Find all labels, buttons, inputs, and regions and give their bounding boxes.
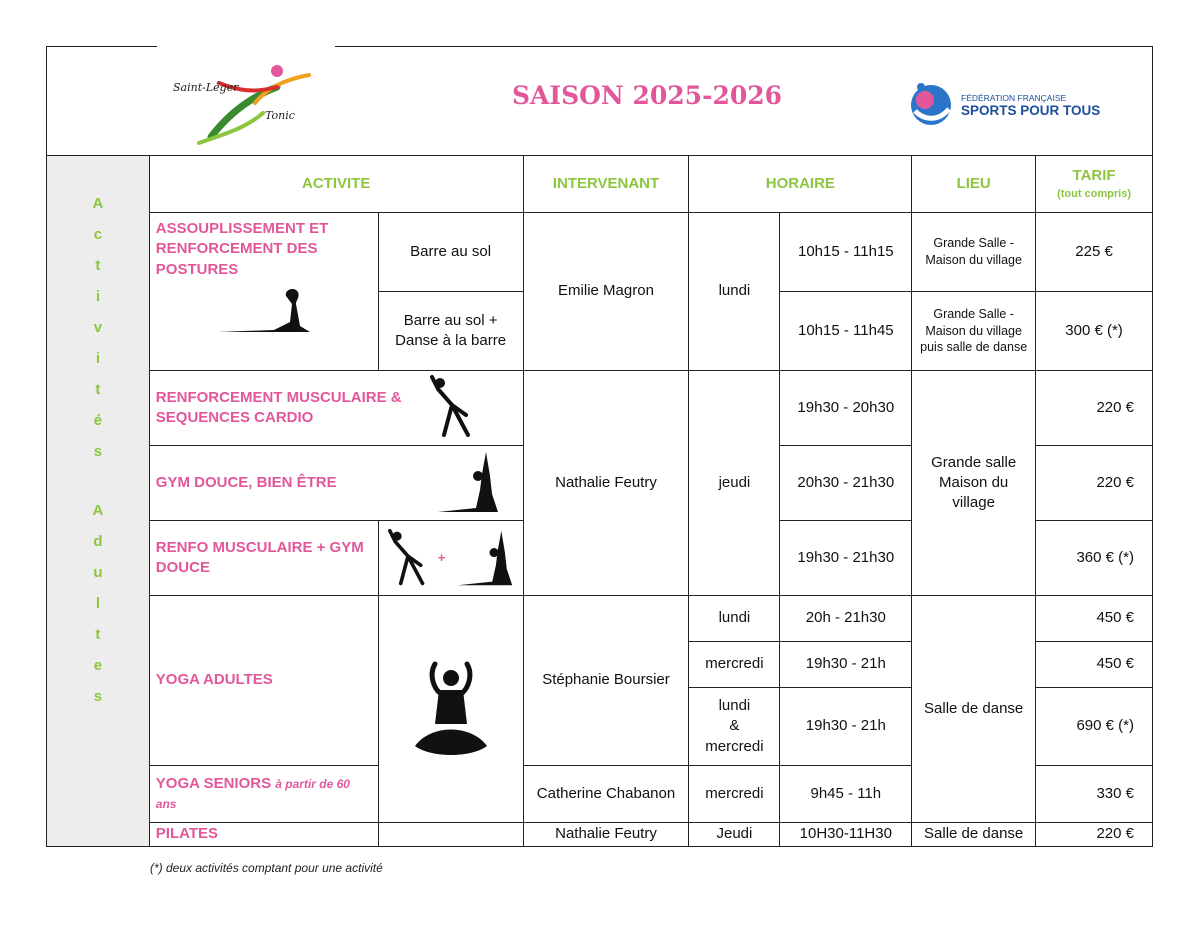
col-header-tarif: TARIF (tout compris)	[1036, 156, 1153, 213]
page-title: SAISON 2025-2026	[511, 81, 783, 110]
side-stretch-icon	[430, 375, 474, 439]
time-cell: 19h30 - 21h	[780, 642, 912, 688]
activites-letter: s	[93, 443, 103, 460]
combo-icons-cell	[378, 521, 523, 596]
price-cell: 330 €	[1036, 766, 1153, 823]
adultes-letter: s	[93, 688, 103, 705]
price-cell: 450 €	[1036, 642, 1153, 688]
activites-letter: t	[95, 257, 101, 274]
day-cell: mercredi	[689, 642, 780, 688]
day-cell: lundi	[689, 596, 780, 642]
col-header-activite: ACTIVITE	[149, 156, 523, 213]
adultes-letter: e	[93, 657, 103, 674]
activites-letter: t	[95, 381, 101, 398]
activity-cell: PILATES	[149, 823, 378, 847]
schedule-sheet	[46, 46, 1153, 848]
activites-letter: é	[93, 412, 103, 429]
price-cell: 300 € (*)	[1036, 292, 1153, 371]
kneeling-stretch-icon	[436, 450, 500, 514]
activites-letter: i	[95, 350, 100, 367]
ffsport-pour-tous-logo	[903, 75, 1133, 131]
place-cell: Salle de danse	[912, 823, 1036, 847]
activity-cell: YOGA ADULTES	[149, 596, 378, 766]
activites-letter: v	[93, 319, 103, 336]
time-cell: 20h - 21h30	[780, 596, 912, 642]
time-cell: 10h15 - 11h15	[780, 213, 912, 292]
kneeling-stretch-icon	[456, 527, 514, 589]
yoga-icon-cell	[378, 596, 523, 823]
activity-cell: GYM DOUCE, BIEN ÊTRE	[149, 446, 523, 521]
col-header-intervenant: INTERVENANT	[523, 156, 689, 213]
time-cell: 19h30 - 21h30	[780, 521, 912, 596]
saint-leger-tonic-logo	[159, 53, 339, 149]
activities-table	[46, 155, 1153, 847]
price-cell: 220 €	[1036, 446, 1153, 521]
activity-cell: RENFORCEMENT MUSCULAIRE & SEQUENCES CARDIO	[149, 371, 523, 446]
plus-sign: +	[437, 550, 446, 566]
svg-text:Tonic: Tonic	[265, 109, 295, 122]
time-cell: 20h30 - 21h30	[780, 446, 912, 521]
svg-text:FÉDÉRATION FRANÇAISE: FÉDÉRATION FRANÇAISE	[961, 93, 1067, 103]
activites-letter: i	[95, 288, 100, 305]
col-header-horaire: HORAIRE	[689, 156, 912, 213]
sub-activity-cell: Barre au sol	[378, 213, 523, 292]
coach-cell: Catherine Chabanon	[523, 766, 689, 823]
activity-cell: RENFO MUSCULAIRE + GYM DOUCE	[149, 521, 378, 596]
coach-cell: Stéphanie Boursier	[523, 596, 689, 766]
adultes-letter: A	[92, 502, 104, 519]
day-cell: mercredi	[689, 766, 780, 823]
adultes-letter: t	[95, 626, 101, 643]
place-cell: Grande salle Maison du village	[912, 371, 1036, 596]
table-row	[47, 596, 1153, 642]
adultes-letter: d	[93, 533, 103, 550]
day-cell: lundi	[689, 213, 780, 371]
col-header-lieu: LIEU	[912, 156, 1036, 213]
footnote: (*) deux activités comptant pour une activité	[150, 861, 383, 875]
price-cell: 360 € (*)	[1036, 521, 1153, 596]
price-cell: 225 €	[1036, 213, 1153, 292]
coach-cell: Nathalie Feutry	[523, 371, 689, 596]
price-cell: 450 €	[1036, 596, 1153, 642]
place-cell: Salle de danse	[912, 596, 1036, 823]
time-cell: 19h30 - 20h30	[780, 371, 912, 446]
price-cell: 220 €	[1036, 823, 1153, 847]
day-cell: jeudi	[689, 371, 780, 596]
price-cell: 690 € (*)	[1036, 688, 1153, 766]
coach-cell: Emilie Magron	[523, 213, 689, 371]
coach-cell: Nathalie Feutry	[523, 823, 689, 847]
time-cell: 10H30-11H30	[780, 823, 912, 847]
lotus-pose-icon	[411, 654, 491, 764]
sub-activity-cell: Barre au sol + Danse à la barre	[378, 292, 523, 371]
activity-cell: YOGA SENIORS à partir de 60 ans	[149, 766, 378, 823]
activity-cell: ASSOUPLISSEMENT ET RENFORCEMENT DES POSTURES	[149, 213, 378, 371]
side-stretch-icon	[388, 527, 428, 589]
empty-cell	[378, 823, 523, 847]
adultes-letter: l	[95, 595, 100, 612]
time-cell: 9h45 - 11h	[780, 766, 912, 823]
time-cell: 10h15 - 11h45	[780, 292, 912, 371]
activites-letter: A	[92, 195, 104, 212]
table-row	[47, 371, 1153, 446]
place-cell: Grande Salle - Maison du village	[912, 213, 1036, 292]
side-label	[47, 156, 150, 847]
table-row	[47, 823, 1153, 847]
header-band	[46, 46, 1153, 156]
table-row	[47, 213, 1153, 292]
svg-text:Saint-Léger: Saint-Léger	[173, 81, 239, 94]
time-cell: 19h30 - 21h	[780, 688, 912, 766]
activites-letter: c	[93, 226, 103, 243]
table-header-row	[47, 156, 1153, 213]
price-cell: 220 €	[1036, 371, 1153, 446]
adultes-letter: u	[93, 564, 103, 581]
day-cell: lundi & mercredi	[689, 688, 780, 766]
place-cell: Grande Salle - Maison du village puis salle de danse	[912, 292, 1036, 371]
svg-text:SPORTS POUR TOUS: SPORTS POUR TOUS	[961, 103, 1101, 118]
day-cell: Jeudi	[689, 823, 780, 847]
cobra-pose-icon	[214, 286, 314, 336]
